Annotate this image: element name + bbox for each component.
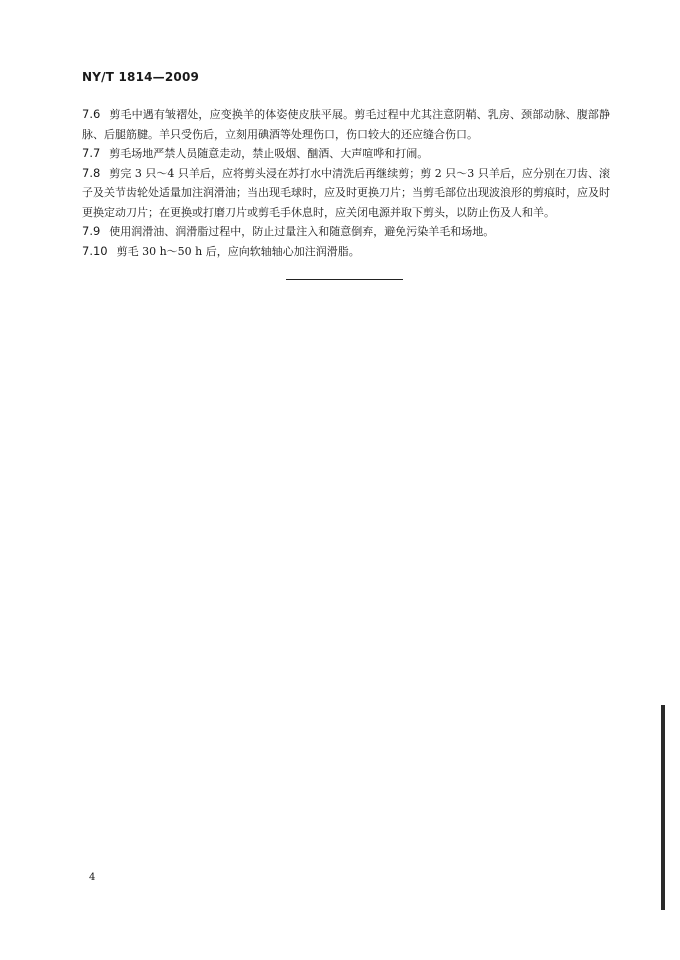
- clause-7-8: [82, 164, 610, 223]
- clause-list: [82, 105, 610, 261]
- scan-edge-mark: [661, 705, 665, 910]
- clause-number: 7.7: [82, 146, 101, 160]
- clause-text: 剪毛中遇有皱褶处，应变换羊的体姿使皮肤平展。剪毛过程中尤其注意阴鞘、乳房、颈部动脉、腹部静脉、后腿筋腱。羊只受伤后，立刻用碘酒等处理伤口，伤口较大的还应缝合伤口。: [82, 108, 610, 141]
- clause-7-6: [82, 105, 610, 144]
- clause-number: 7.9: [82, 224, 101, 238]
- clause-text: 使用润滑油、润滑脂过程中，防止过量注入和随意倒弃，避免污染羊毛和场地。: [109, 225, 495, 238]
- standard-code: NY/T 1814—2009: [82, 70, 200, 84]
- clause-7-10: [82, 242, 610, 262]
- page-number: 4: [89, 872, 96, 883]
- clause-text: 剪毛场地严禁人员随意走动，禁止吸烟、酗酒、大声喧哗和打闹。: [109, 147, 429, 160]
- clause-number: 7.6: [82, 107, 101, 121]
- clause-7-7: [82, 144, 610, 164]
- end-of-document-rule: [286, 279, 403, 280]
- clause-number: 7.8: [82, 165, 101, 180]
- clause-text: 剪毛 30 h～50 h 后，应向软轴轴心加注润滑脂。: [116, 244, 360, 258]
- clause-text: 剪完 3 只～4 只羊后，应将剪头浸在苏打水中清洗后再继续剪；剪 2 只～3 只羊后，应分别在刀齿、滚子及关节齿轮处适量加注润滑油；当出现毛球时，应及时更换刀片；当剪毛部位出现波浪形的剪痕时，应及时更换定动刀片；在更换或打磨刀片或剪毛手休息时，应关闭电源并取下剪头，以防止伤及人和羊。: [82, 166, 610, 219]
- clause-number: 7.10: [82, 243, 108, 258]
- clause-7-9: [82, 222, 610, 242]
